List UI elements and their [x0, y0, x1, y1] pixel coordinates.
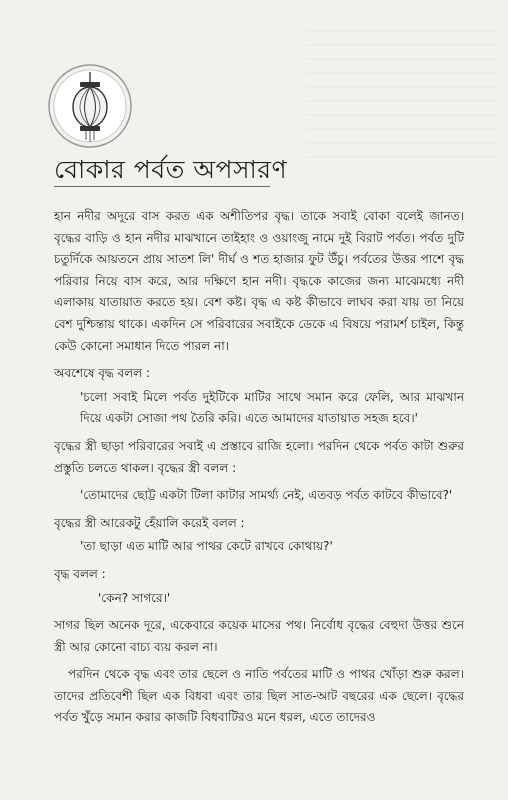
paragraph: পরদিন থেকে বৃদ্ধ এবং তার ছেলে ও নাতি পর্বতের মাটি ও পাথর খোঁড়া শুরু করল। তাদের প্রতিবেশী ছিল এক বিধবা এবং তার ছিল সাত-আট বছরের এক ছেলে। বৃদ্ধের পর্বত খুঁড়ে সমান করার কাজটি বিধবাটিরও মনে ধরল, এতে তাদেরও	[54, 667, 464, 725]
paragraph: হান নদীর অদূরে বাস করত এক অশীতিপর বৃদ্ধ। তাকে সবাই বোকা বলেই জানত। বৃদ্ধের বাড়ি ও হান নদীর মাঝখানে তাইহাং ও ওয়াংজু নামে দুই বিরাট পর্বত। পর্বত দুটি চতুর্দিকে আয়তনে প্রায় সাতশ লি' দীর্ঘ ও শত হাজার ফুট উঁচু। পর্বতের উত্তর পাশে বৃদ্ধ পরিবার নিয়ে বাস করে, আর দক্ষিণে হান নদী। বৃদ্ধকে কাজের জন্য মাঝেমধ্যে নদী এলাকায় যাতায়াত করতে হয়। বেশ কষ্ট। বৃদ্ধ এ কষ্ট কীভাবে লাঘব করা যায় তা নিয়ে বেশ দুশ্চিন্তায় থাকে। একদিন সে পরিবারের সবাইকে ডেকে এ বিষয়ে পরামর্শ চাইল, কিন্তু কেউ কোনো সমাধান দিতে পারল না।	[54, 209, 464, 353]
quote: 'চলো সবাই মিলে পর্বত দুইটিকে মাটির সাথে সমান করে ফেলি, আর মাঝখান দিয়ে একটা সোজা পথ তৈরি করি। এতে আমাদের যাতায়াত সহজ হবে।'	[80, 389, 464, 426]
story-body	[54, 206, 464, 735]
quote: 'কেন? সাগরে।'	[98, 590, 171, 605]
title-underline	[54, 186, 270, 187]
quote: 'তা ছাড়া এত মাটি আর পাথর কেটে রাখবে কোথায়?'	[80, 539, 333, 554]
paragraph: বৃদ্ধ বলল :	[54, 566, 106, 581]
paragraph: বৃদ্ধের স্ত্রী আরেকটু হেঁয়ালি করেই বলল :	[54, 515, 245, 530]
show-through-text	[306, 30, 496, 170]
lantern-icon	[46, 62, 134, 150]
chapter-title: বোকার পর্বত অপসারণ	[54, 155, 288, 184]
quote: 'তোমাদের ছোট্ট একটা টিলা কাটার সামর্থ্য নেই, এতবড় পর্বত কাটবে কীভাবে?'	[80, 488, 453, 503]
paragraph: অবশেষে বৃদ্ধ বলল :	[54, 366, 150, 381]
paragraph: বৃদ্ধের স্ত্রী ছাড়া পরিবারের সবাই এ প্রস্তাবে রাজি হলো। পরদিন থেকে পর্বত কাটা শুরুর প্রস্তুতি চলতে থাকল। বৃদ্ধের স্ত্রী বলল :	[54, 438, 464, 475]
paragraph: সাগর ছিল অনেক দূরে, একেবারে কয়েক মাসের পথ। নির্বোধ বৃদ্ধের বেহুদা উত্তর শুনে স্ত্রী আর কোনো বাচ্য ব্যয় করল না।	[54, 618, 464, 654]
